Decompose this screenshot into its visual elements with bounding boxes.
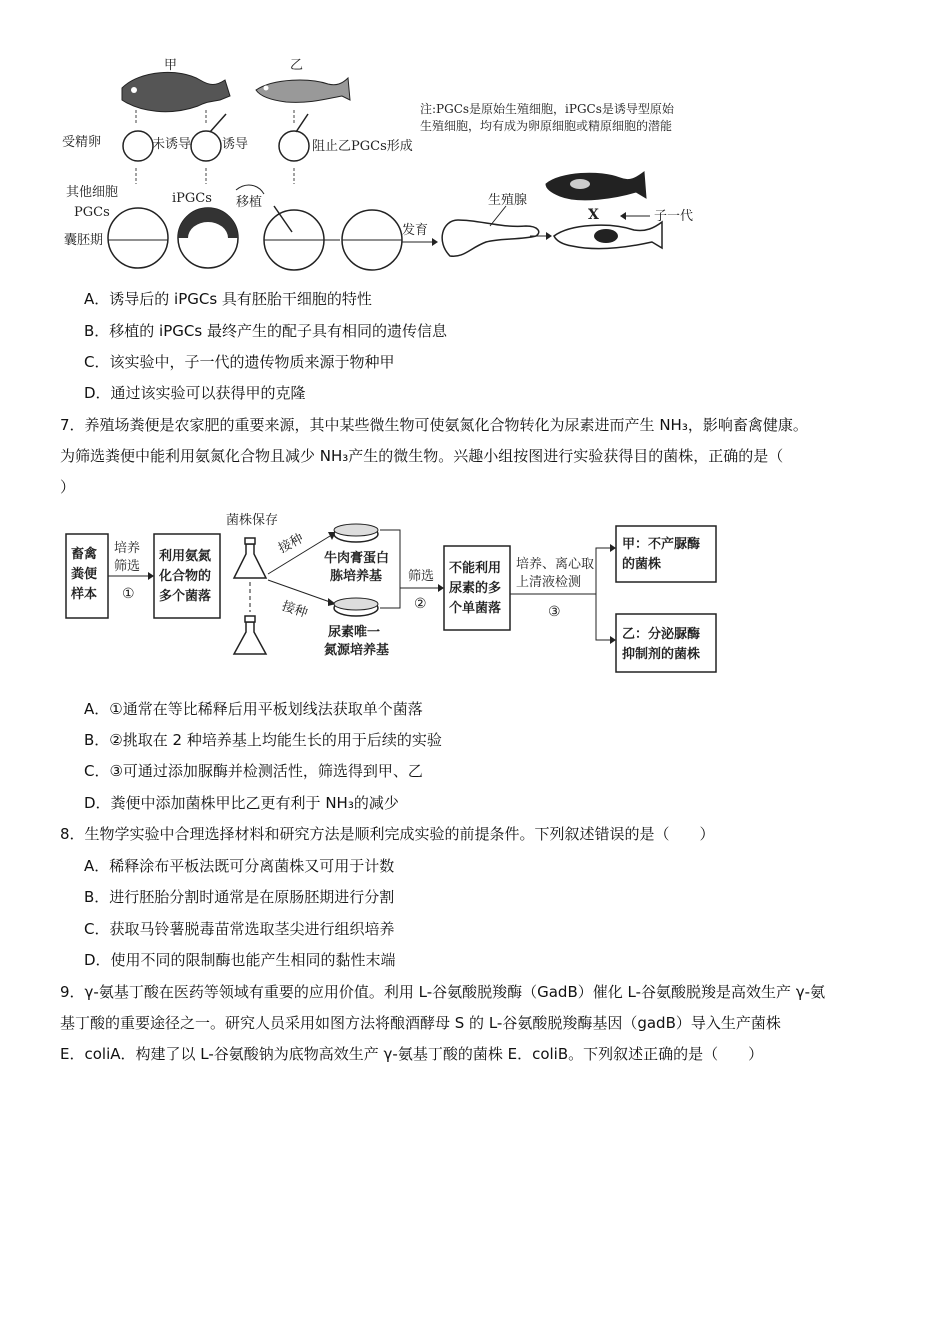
result-b-box [616, 614, 716, 672]
step2-label: ② [414, 596, 427, 612]
detect-l2: 上清液检测 [516, 575, 582, 590]
fish-a-drawing [122, 72, 230, 111]
other-cells-label: 其他细胞 [66, 185, 119, 200]
q6-option-b: B．移植的 iPGCs 最终产生的配子具有相同的遗传信息 [84, 322, 447, 340]
fish-chimera-drawing [554, 222, 662, 249]
note-line2: 生殖细胞，均有成为卵原细胞或精原细胞的潜能 [420, 119, 673, 133]
transplant-label: 移植 [236, 195, 263, 210]
egg-not-induced [123, 131, 153, 161]
q9-stem-line2: 基丁酸的重要途径之一。研究人员采用如图方法将酿酒酵母 S 的 L-谷氨酸脱羧酶基因（gadB）导入生产菌株 [60, 1014, 781, 1032]
medium1-l2: 胨培养基 [330, 569, 383, 584]
figure-fish-pgc-experiment [60, 56, 740, 278]
inoculate2-label: 接种 [279, 598, 310, 622]
q6-option-d: D．通过该实验可以获得甲的克隆 [84, 384, 306, 402]
sample-l1: 畜禽 [71, 547, 98, 562]
culture-label: 培养 [114, 541, 141, 556]
q7-stem-line1: 7．养殖场粪便是农家肥的重要来源，其中某些微生物可使氨氮化合物转化为尿素进而产生 NH₃，影响畜禽健康。 [60, 416, 808, 434]
fish-a-male-drawing [546, 172, 646, 200]
flask-bottom [234, 616, 266, 654]
screen2-label: 筛选 [408, 569, 435, 584]
strain-save-label: 菌株保存 [226, 513, 279, 528]
fish-b-label: 乙 [290, 58, 304, 73]
result-a-l1: 甲：不产脲酶 [622, 537, 701, 552]
q8-option-b: B．进行胚胎分割时通常是在原肠胚期进行分割 [84, 888, 395, 906]
colonies-l2: 化合物的 [159, 569, 212, 584]
q7-option-d: D．粪便中添加菌株甲比乙更有利于 NH₃的减少 [84, 794, 399, 812]
q8-option-a: A．稀释涂布平板法既可分离菌株又可用于计数 [84, 857, 395, 875]
note-line1: 注:PGCs是原始生殖细胞，iPGCs是诱导型原始 [420, 102, 674, 116]
gonad-label: 生殖腺 [488, 193, 528, 208]
flask-top [234, 538, 266, 578]
result-a-l2: 的菌株 [622, 557, 662, 572]
q7-option-a: A．①通常在等比稀释后用平板划线法获取单个菌落 [84, 700, 423, 718]
medium2-l2: 氮源培养基 [324, 643, 390, 658]
result-b-l2: 抑制剂的菌株 [622, 647, 701, 662]
q7-option-b: B．②挑取在 2 种培养基上均能生长的用于后续的实验 [84, 731, 442, 749]
colonies-l1: 利用氨氮 [159, 549, 212, 564]
ipgcs-label: iPGCs [172, 191, 212, 206]
sample-l3: 样本 [71, 587, 98, 602]
develop-label: 发育 [402, 223, 429, 238]
plate-2 [334, 598, 378, 616]
block-pgc-label: 阻止乙PGCs形成 [312, 139, 413, 154]
single-l1: 不能利用 [449, 561, 502, 576]
q8-option-c: C．获取马铃薯脱毒苗常选取茎尖进行组织培养 [84, 920, 395, 938]
q9-stem-line1: 9．γ-氨基丁酸在医药等领域有重要的应用价值。利用 L-谷氨酸脱羧酶（GadB）催化 L-谷氨酸脱羧是高效生产 γ-氨 [60, 983, 826, 1001]
q6-option-a: A．诱导后的 iPGCs 具有胚胎干细胞的特性 [84, 290, 372, 308]
q8-option-d: D．使用不同的限制酶也能产生相同的黏性末端 [84, 951, 396, 969]
figure-strain-screening-flow [60, 508, 740, 678]
single-l3: 个单菌落 [449, 601, 502, 616]
inoculate1-label: 接种 [276, 531, 307, 557]
cross-label: X [588, 207, 599, 223]
pgcs-label: PGCs [74, 205, 110, 220]
colonies-l3: 多个菌落 [159, 589, 212, 604]
step3-label: ③ [548, 604, 561, 620]
step1-label: ① [122, 586, 135, 602]
q7-option-c: C．③可通过添加脲酶并检测活性，筛选得到甲、乙 [84, 762, 423, 780]
blastula-a [108, 208, 168, 268]
induced-label: 诱导 [222, 137, 249, 152]
blastula-label: 囊胚期 [64, 233, 104, 248]
offspring-label: 子一代 [654, 209, 694, 224]
single-l2: 尿素的多 [449, 581, 502, 596]
egg-induced [191, 131, 221, 161]
fish-a-label: 甲 [164, 58, 178, 73]
fish-b-drawing [256, 78, 350, 102]
q7-stem-line3: ） [60, 478, 76, 496]
detect-l1: 培养、离心取 [516, 557, 595, 572]
q7-stem-line2: 为筛选粪便中能利用氨氮化合物且减少 NH₃产生的微生物。兴趣小组按图进行实验获得目的菌株，正确的是（ [60, 447, 784, 465]
result-a-box [616, 526, 716, 582]
plate-1 [334, 524, 378, 542]
medium1-l1: 牛肉膏蛋白 [324, 551, 390, 566]
result-b-l1: 乙：分泌脲酶 [622, 627, 701, 642]
sample-l2: 粪便 [71, 567, 98, 582]
q9-stem-line3: E．coliA．构建了以 L-谷氨酸钠为底物高效生产 γ-氨基丁酸的菌株 E．coliB。下列叙述正确的是（ ） [60, 1045, 764, 1063]
fertilized-egg-label: 受精卵 [62, 135, 102, 150]
not-induced-label: 未诱导 [152, 137, 192, 152]
medium2-l1: 尿素唯一 [328, 625, 381, 640]
q6-option-c: C．该实验中，子一代的遗传物质来源于物种甲 [84, 353, 395, 371]
egg-fish-b [279, 131, 309, 161]
q8-stem: 8．生物学实验中合理选择材料和研究方法是顺利完成实验的前提条件。下列叙述错误的是（ ） [60, 825, 715, 843]
screen-label: 筛选 [114, 559, 141, 574]
